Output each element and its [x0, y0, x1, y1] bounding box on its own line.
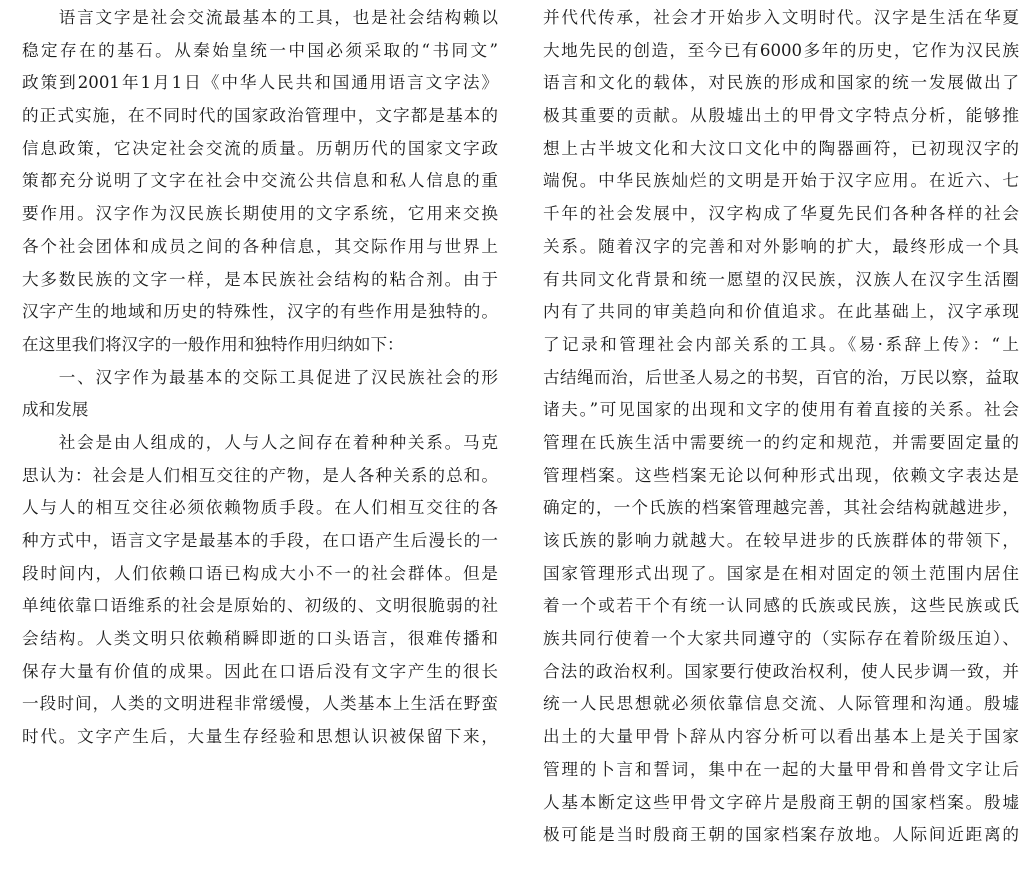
text-line: 语言文字是社会交流最基本的工具，也是社会结构赖以: [22, 8, 498, 27]
text-line: 合法的政治权利。国家要行使政治权利，使人民步调一致，并: [543, 661, 1019, 681]
text-line: 种方式中，语言文字是最基本的手段，在口语产生后漫长的一: [22, 531, 498, 550]
text-line: 大地先民的创造，至今已有6000多年的历史，它作为汉民族: [543, 40, 1019, 60]
text-line: 端倪。中华民族灿烂的文明是开始于汉字应用。在近六、七: [543, 171, 1019, 191]
text-line: 该氏族的影响力就越大。在较早进步的氏族群体的带领下，: [543, 531, 1019, 550]
text-line: 的正式实施，在不同时代的国家政治管理中，文字都是基本的: [22, 106, 498, 126]
text-line: 管理档案。这些档案无论以何种形式出现，依赖文字表达是: [543, 465, 1019, 485]
text-line: 政策到2001年1月1日《中华人民共和国通用语言文字法》: [22, 73, 498, 93]
text-line: 要作用。汉字作为汉民族长期使用的文字系统，它用来交换: [22, 204, 498, 224]
text-line: 着一个或若干个有统一认同感的氏族或民族，这些民族或氏: [543, 596, 1019, 616]
text-line: 社会是由人组成的，人与人之间存在着种种关系。马克: [22, 432, 498, 452]
text-line: 策都充分说明了文字在社会中交流公共信息和私人信息的重: [22, 171, 498, 191]
text-line: 统一人民思想就必须依靠信息交流、人际管理和沟通。殷墟: [543, 694, 1019, 714]
text-line: 族共同行使着一个大家共同遵守的（实际存在着阶级压迫）、: [543, 629, 1019, 649]
text-line: 保存大量有价值的成果。因此在口语后没有文字产生的很长: [22, 661, 498, 681]
text-line: 思认为：社会是人们相互交往的产物，是人各种关系的总和。: [22, 465, 498, 485]
text-line: 内有了共同的审美趋向和价值追求。在此基础上，汉字承现: [543, 302, 1019, 322]
text-line: 极可能是当时殷商王朝的国家档案存放地。人际间近距离的: [543, 825, 1019, 845]
text-line: 一段时间，人类的文明进程非常缓慢，人类基本上生活在野蛮: [22, 694, 498, 714]
text-line: 古结绳而治，后世圣人易之的书契，百官的治，万民以察，益取: [543, 367, 1019, 387]
text-line: 诸夫。”可见国家的出现和文字的使用有着直接的关系。社会: [543, 400, 1019, 420]
text-line: 了记录和管理社会内部关系的工具。《易·系辞上传》：“上: [543, 334, 1019, 354]
text-line: 语言和文化的载体，对民族的形成和国家的统一发展做出了: [543, 73, 1019, 93]
text-line: 会结构。人类文明只依赖稍瞬即逝的口头语言，很难传播和: [22, 629, 498, 649]
text-line: 大多数民族的文字一样，是本民族社会结构的粘合剂。由于: [22, 269, 498, 289]
text-line: 极其重要的贡献。从殷墟出土的甲骨文字特点分析，能够推: [543, 106, 1019, 126]
text-line: 关系。随着汉字的完善和对外影响的扩大，最终形成一个具: [543, 236, 1019, 256]
text-line: 各个社会团体和成员之间的各种信息，其交际作用与世界上: [22, 236, 498, 256]
text-line: 信息政策，它决定社会交流的质量。历朝历代的国家文字政: [22, 138, 498, 158]
text-line: 想上古半坡文化和大汶口文化中的陶器画符，已初现汉字的: [543, 138, 1019, 158]
text-line: 出土的大量甲骨卜辞从内容分析可以看出基本上是关于国家: [543, 727, 1019, 747]
text-line: 管理在氏族生活中需要统一的约定和规范，并需要固定量的: [543, 432, 1019, 452]
text-line: 人与人的相互交往必须依赖物质手段。在人们相互交往的各: [22, 498, 498, 518]
text-line: 成和发展: [22, 400, 89, 420]
text-line: 并代代传承，社会才开始步入文明时代。汉字是生活在华夏: [543, 8, 1019, 27]
text-line: 确定的，一个氏族的档案管理越完善，其社会结构就越进步，: [543, 498, 1019, 518]
text-line: 有共同文化背景和统一愿望的汉民族，汉族人在汉字生活圈: [543, 269, 1019, 289]
text-line: 千年的社会发展中，汉字构成了华夏先民们各种各样的社会: [543, 204, 1019, 224]
text-line: 国家管理形式出现了。国家是在相对固定的领土范围内居住: [543, 563, 1019, 583]
text-line: 在这里我们将汉字的一般作用和独特作用归纳如下：: [22, 334, 404, 354]
text-line: 汉字产生的地域和历史的特殊性，汉字的有些作用是独特的。: [22, 302, 498, 322]
text-line: 一、汉字作为最基本的交际工具促进了汉民族社会的形: [22, 367, 498, 387]
text-line: 段时间内，人们依赖口语已构成大小不一的社会群体。但是: [22, 563, 498, 583]
text-line: 管理的卜言和誓词，集中在一起的大量甲骨和兽骨文字让后: [543, 759, 1019, 779]
text-line: 人基本断定这些甲骨文字碎片是殷商王朝的国家档案。殷墟: [543, 792, 1019, 812]
text-line: 时代。文字产生后，大量生存经验和思想认识被保留下来，: [22, 727, 498, 747]
text-line: 稳定存在的基石。从秦始皇统一中国必须采取的“书同文”: [22, 40, 498, 60]
text-line: 单纯依靠口语维系的社会是原始的、初级的、文明很脆弱的社: [22, 596, 498, 616]
right-text-column: [543, 2, 1019, 852]
left-text-column: [22, 2, 498, 754]
